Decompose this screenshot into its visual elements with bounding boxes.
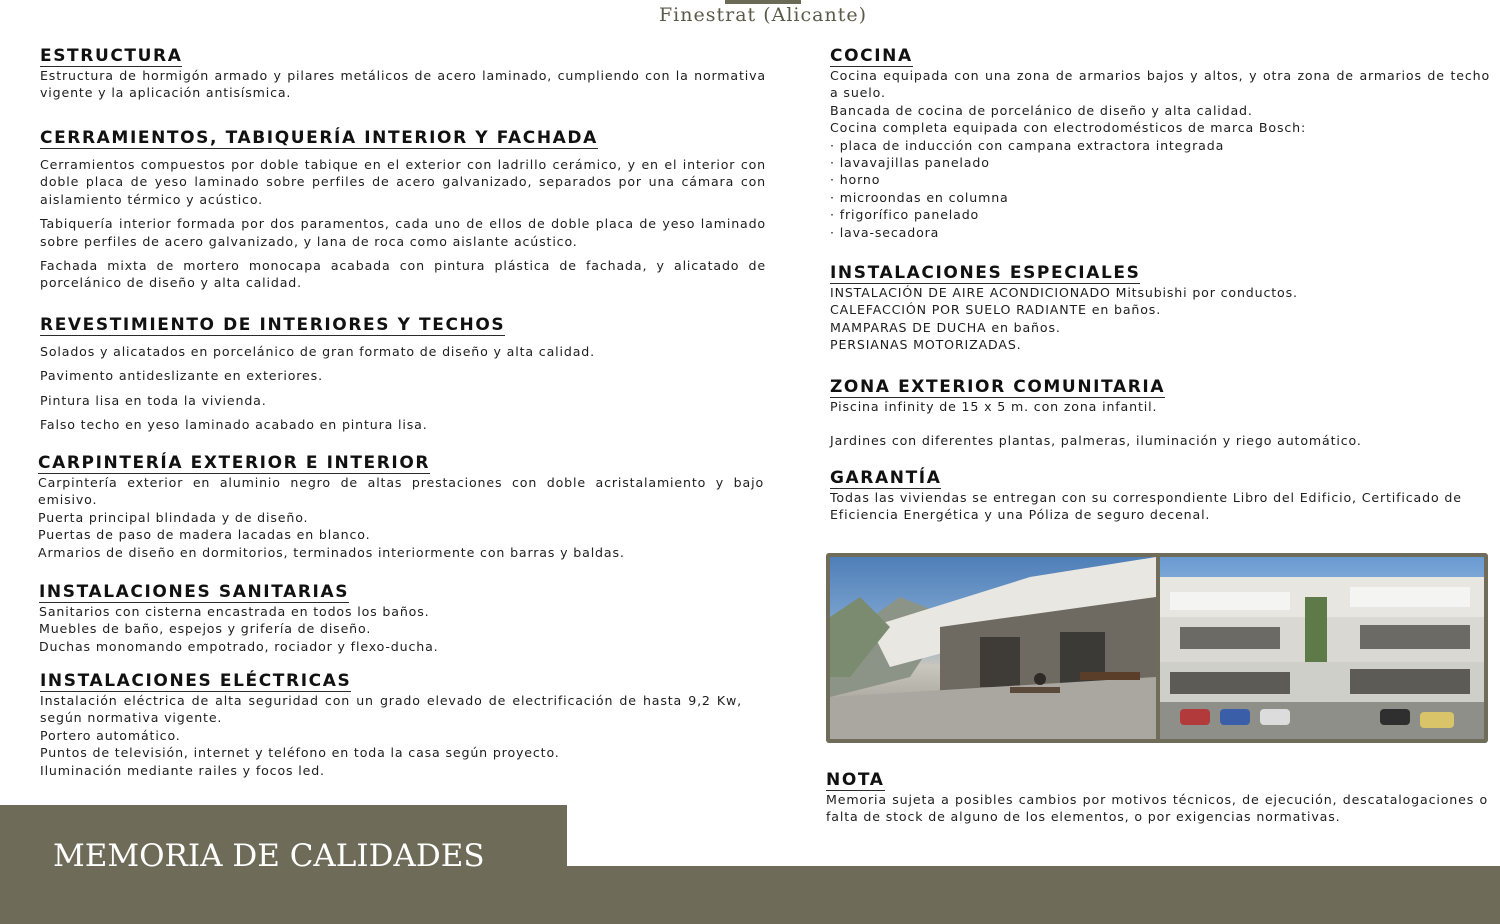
section-text: Falso techo en yeso laminado acabado en pintura lisa. — [40, 417, 428, 433]
section-text: Tabiquería interior formada por dos paramentos, cada uno de ellos de doble placa de yeso laminado sobre perfiles de acero galvanizado, y lana de roca como aislante acústico. — [40, 216, 766, 249]
section-text: Pavimento antideslizante en exteriores. — [40, 368, 323, 384]
list-item: · horno — [830, 172, 881, 188]
section-text: Jardines con diferentes plantas, palmeras, iluminación y riego automático. — [830, 433, 1362, 449]
terrace-render-illustration — [830, 557, 1156, 739]
section-text: Carpintería exterior en aluminio negro de altas prestaciones con doble acristalamiento y bajo emisivo. — [38, 475, 764, 508]
section-text: Pintura lisa en toda la vivienda. — [40, 392, 267, 408]
section-title: INSTALACIONES SANITARIAS — [39, 582, 350, 602]
section-text: CALEFACCIÓN POR SUELO RADIANTE en baños. — [830, 302, 1162, 318]
section-text: Todas las viviendas se entregan con su correspondiente Libro del Edificio, Certificado de Eficiencia Energética y una Póliza de seguro decenal. — [830, 490, 1462, 523]
list-item: · placa de inducción con campana extractora integrada — [830, 137, 1225, 153]
section-cerramientos — [40, 128, 766, 292]
document-title: MEMORIA DE CALIDADES — [53, 838, 485, 874]
section-especiales — [830, 263, 1490, 354]
section-text: Estructura de hormigón armado y pilares metálicos de acero laminado, cumpliendo con la normativa vigente y la aplicación antisísmica. — [40, 68, 766, 101]
list-item: · lava-secadora — [830, 224, 940, 240]
section-text: Piscina infinity de 15 x 5 m. con zona infantil. — [830, 399, 1158, 414]
section-garantia — [830, 468, 1490, 524]
section-title: CERRAMIENTOS, TABIQUERÍA INTERIOR Y FACHADA — [40, 128, 598, 148]
section-title: NOTA — [826, 770, 885, 790]
section-zona-exterior — [830, 377, 1490, 450]
section-text: Sanitarios con cisterna encastrada en todos los baños. — [39, 604, 430, 619]
section-text: Fachada mixta de mortero monocapa acabada con pintura plástica de fachada, y alicatado de porcelánico de diseño y alta calidad. — [40, 258, 766, 291]
section-text: MAMPARAS DE DUCHA en baños. — [830, 319, 1061, 335]
section-text: Cerramientos compuestos por doble tabique en el exterior con ladrillo cerámico, y en el interior con doble placa de yeso laminado sobre perfiles de acero galvanizado, separados por una cámara con aislamiento térmico y acústico. — [40, 157, 766, 207]
section-text: Bancada de cocina de porcelánico de diseño y alta calidad. — [830, 102, 1253, 118]
list-item: · lavavajillas panelado — [830, 155, 990, 171]
location-title: Finestrat (Alicante) — [659, 4, 867, 26]
section-text: Duchas monomando empotrado, rociador y flexo-ducha. — [39, 638, 439, 654]
section-text: Puerta principal blindada y de diseño. — [38, 509, 309, 525]
render-image-buildings — [1160, 557, 1484, 739]
section-estructura — [40, 46, 766, 102]
list-item: · frigorífico panelado — [830, 207, 980, 223]
section-title: CARPINTERÍA EXTERIOR E INTERIOR — [38, 453, 431, 473]
renders-frame — [826, 553, 1488, 743]
section-text: Puertas de paso de madera lacadas en blanco. — [38, 527, 371, 543]
section-title: REVESTIMIENTO DE INTERIORES Y TECHOS — [40, 315, 506, 335]
list-item: · microondas en columna — [830, 189, 1009, 205]
section-title: ZONA EXTERIOR COMUNITARIA — [830, 377, 1166, 397]
section-text: Portero automático. — [40, 727, 181, 743]
section-text: Cocina completa equipada con electrodomésticos de marca Bosch: — [830, 120, 1307, 136]
section-text: Memoria sujeta a posibles cambios por motivos técnicos, de ejecución, descatalogaciones o falta de stock de alguno de los elementos, o por exigencias normativas. — [826, 792, 1488, 825]
section-text: Solados y alicatados en porcelánico de gran formato de diseño y alta calidad. — [40, 344, 595, 359]
section-text: Cocina equipada con una zona de armarios bajos y altos, y otra zona de armarios de techo a suelo. — [830, 68, 1490, 101]
section-title: GARANTÍA — [830, 468, 942, 488]
section-carpinteria — [38, 453, 764, 561]
section-nota — [826, 770, 1488, 826]
section-title: INSTALACIONES ELÉCTRICAS — [40, 671, 352, 691]
section-sanitarias — [39, 582, 765, 655]
section-text: Iluminación mediante railes y focos led. — [40, 762, 325, 778]
section-text: Armarios de diseño en dormitorios, terminados interiormente con barras y baldas. — [38, 544, 625, 560]
render-image-terrace — [830, 557, 1156, 739]
section-title: COCINA — [830, 46, 913, 66]
section-electricas — [40, 671, 742, 779]
section-text: INSTALACIÓN DE AIRE ACONDICIONADO Mitsubishi por conductos. — [830, 285, 1298, 300]
appliance-list — [830, 137, 1490, 241]
section-title: INSTALACIONES ESPECIALES — [830, 263, 1141, 283]
section-text: Puntos de televisión, internet y teléfono en toda la casa según proyecto. — [40, 745, 560, 761]
section-text: Muebles de baño, espejos y grifería de diseño. — [39, 621, 372, 637]
section-revestimiento — [40, 315, 766, 434]
section-text: Instalación eléctrica de alta seguridad con un grado elevado de electrificación de hasta 9,2 Kw, según normativa vigente. — [40, 693, 742, 726]
section-text: PERSIANAS MOTORIZADAS. — [830, 337, 1022, 353]
section-cocina — [830, 46, 1490, 241]
buildings-render-illustration — [1160, 557, 1484, 739]
section-title: ESTRUCTURA — [40, 46, 183, 66]
